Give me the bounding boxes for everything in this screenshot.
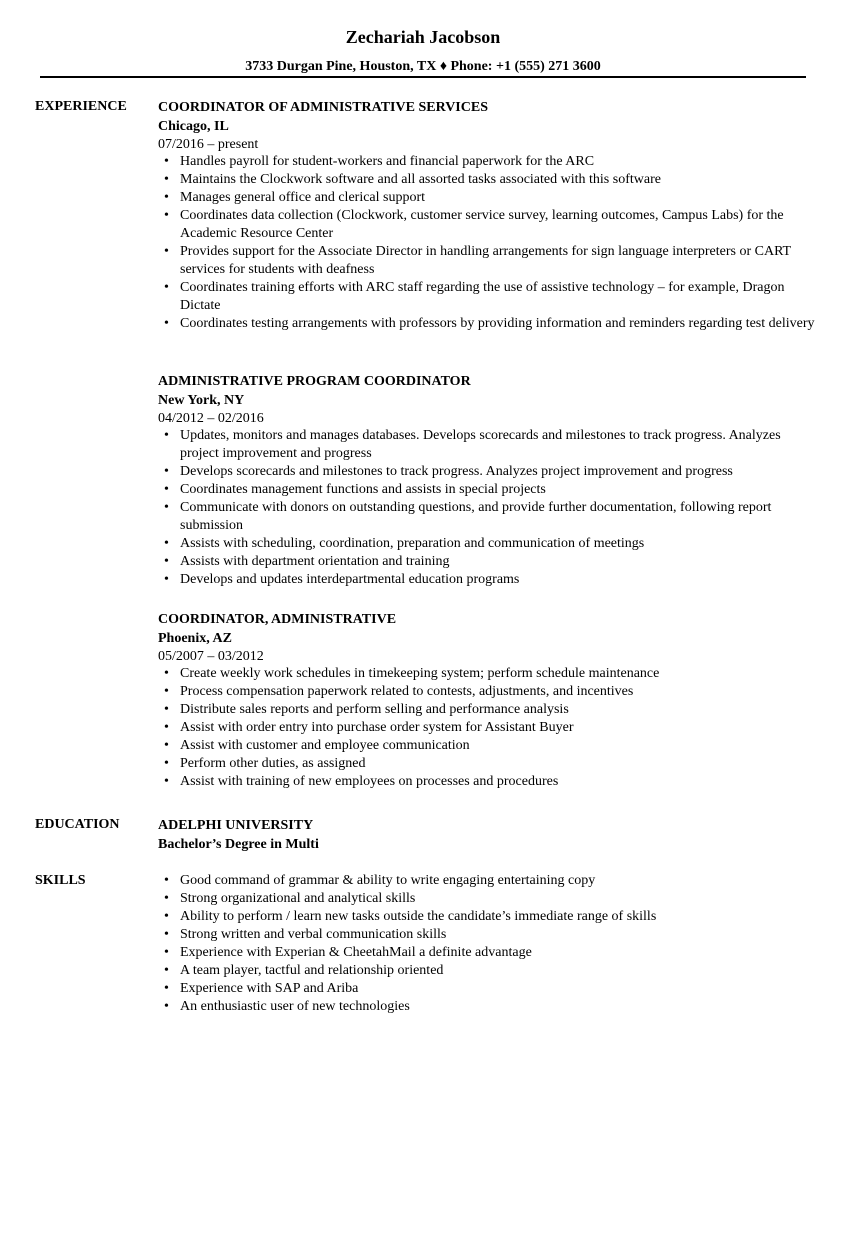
skills-list xyxy=(158,872,818,1016)
list-item: • Coordinates data collection (Clockwork, customer service survey, learning outcomes, Campus Labs) for the Academic Resource Center xyxy=(164,208,784,241)
list-item: • Provides support for the Associate Director in handling arrangements for sign language interpreters or CART services for students with deafness xyxy=(164,244,791,277)
job-entry xyxy=(158,373,818,589)
skills-entry xyxy=(158,872,818,1016)
job-title: COORDINATOR, ADMINISTRATIVE xyxy=(158,612,397,627)
bullet-icon: • xyxy=(164,981,169,996)
list-item: • Process compensation paperwork related to contests, adjustments, and incentives xyxy=(164,684,634,699)
bullet-icon: • xyxy=(164,482,169,497)
job-title: COORDINATOR OF ADMINISTRATIVE SERVICES xyxy=(158,100,488,115)
bullet-icon: • xyxy=(164,172,169,187)
school-name: ADELPHI UNIVERSITY xyxy=(158,818,314,833)
list-item: • Strong written and verbal communication skills xyxy=(164,927,447,942)
list-item: • Develops scorecards and milestones to track progress. Analyzes project improvement and progress xyxy=(164,464,733,479)
list-item: • Assist with training of new employees on processes and procedures xyxy=(164,774,559,789)
list-item: • Maintains the Clockwork software and all assorted tasks associated with this software xyxy=(164,172,661,187)
list-item: • An enthusiastic user of new technologies xyxy=(164,999,410,1014)
list-item: • Coordinates management functions and assists in special projects xyxy=(164,482,546,497)
bullet-icon: • xyxy=(164,891,169,906)
bullet-icon: • xyxy=(164,999,169,1014)
bullet-icon: • xyxy=(164,684,169,699)
list-item: • Assist with order entry into purchase order system for Assistant Buyer xyxy=(164,720,574,735)
education-section-label: EDUCATION xyxy=(35,817,120,832)
experience-section-label: EXPERIENCE xyxy=(35,99,127,114)
list-item: • Distribute sales reports and perform selling and performance analysis xyxy=(164,702,569,717)
job-entry xyxy=(158,611,818,791)
bullet-icon: • xyxy=(164,774,169,789)
list-item: • Perform other duties, as assigned xyxy=(164,756,366,771)
bullet-icon: • xyxy=(164,756,169,771)
job-entry xyxy=(158,99,818,333)
list-item: • Develops and updates interdepartmental education programs xyxy=(164,572,520,587)
list-item: • Good command of grammar & ability to write engaging entertaining copy xyxy=(164,873,596,888)
education-entry xyxy=(158,817,818,854)
bullet-icon: • xyxy=(164,873,169,888)
bullet-icon: • xyxy=(164,428,169,443)
job-dates: 05/2007 – 03/2012 xyxy=(158,649,264,664)
list-item: • Handles payroll for student-workers and financial paperwork for the ARC xyxy=(164,154,595,169)
bullet-icon: • xyxy=(164,464,169,479)
bullet-icon: • xyxy=(164,500,169,515)
list-item: • Assists with scheduling, coordination, preparation and communication of meetings xyxy=(164,536,645,551)
bullet-icon: • xyxy=(164,909,169,924)
bullet-icon: • xyxy=(164,572,169,587)
list-item: • Manages general office and clerical support xyxy=(164,190,426,205)
job-bullet-list xyxy=(158,665,818,791)
bullet-icon: • xyxy=(164,927,169,942)
list-item: • Coordinates testing arrangements with professors by providing information and reminders regarding test delivery xyxy=(164,316,815,331)
list-item: • Assists with department orientation and training xyxy=(164,554,450,569)
job-bullet-list xyxy=(158,427,818,589)
list-item: • Coordinates training efforts with ARC staff regarding the use of assistive technology – for example, Dragon Dictate xyxy=(164,280,785,313)
bullet-icon: • xyxy=(164,244,169,259)
job-dates: 04/2012 – 02/2016 xyxy=(158,411,264,426)
list-item: • Assist with customer and employee communication xyxy=(164,738,470,753)
bullet-icon: • xyxy=(164,720,169,735)
degree: Bachelor’s Degree in Multi xyxy=(158,837,319,852)
bullet-icon: • xyxy=(164,536,169,551)
list-item: • Experience with SAP and Ariba xyxy=(164,981,359,996)
candidate-name: Zechariah Jacobson xyxy=(345,27,501,47)
bullet-icon: • xyxy=(164,190,169,205)
skills-section-label: SKILLS xyxy=(35,873,86,888)
bullet-icon: • xyxy=(164,280,169,295)
bullet-icon: • xyxy=(164,316,169,331)
bullet-icon: • xyxy=(164,208,169,223)
list-item: • Strong organizational and analytical skills xyxy=(164,891,416,906)
bullet-icon: • xyxy=(164,666,169,681)
list-item: • Ability to perform / learn new tasks outside the candidate’s immediate range of skills xyxy=(164,909,657,924)
job-location: New York, NY xyxy=(158,393,245,408)
list-item: • A team player, tactful and relationship oriented xyxy=(164,963,444,978)
job-location: Phoenix, AZ xyxy=(158,631,232,646)
header-divider xyxy=(40,76,806,78)
list-item: • Updates, monitors and manages databases. Develops scorecards and milestones to track progress. Analyzes project improvement and progress xyxy=(164,428,781,461)
bullet-icon: • xyxy=(164,154,169,169)
list-item: • Communicate with donors on outstanding questions, and provide further documentation, following report submission xyxy=(164,500,772,533)
job-dates: 07/2016 – present xyxy=(158,137,259,152)
list-item: • Create weekly work schedules in timekeeping system; perform schedule maintenance xyxy=(164,666,660,681)
job-location: Chicago, IL xyxy=(158,119,229,134)
job-title: ADMINISTRATIVE PROGRAM COORDINATOR xyxy=(158,374,471,389)
bullet-icon: • xyxy=(164,702,169,717)
bullet-icon: • xyxy=(164,554,169,569)
list-item: • Experience with Experian & CheetahMail a definite advantage xyxy=(164,945,532,960)
bullet-icon: • xyxy=(164,963,169,978)
contact-line: 3733 Durgan Pine, Houston, TX ♦ Phone: +1 (555) 271 3600 xyxy=(245,59,601,74)
bullet-icon: • xyxy=(164,945,169,960)
bullet-icon: • xyxy=(164,738,169,753)
job-bullet-list xyxy=(158,153,818,333)
